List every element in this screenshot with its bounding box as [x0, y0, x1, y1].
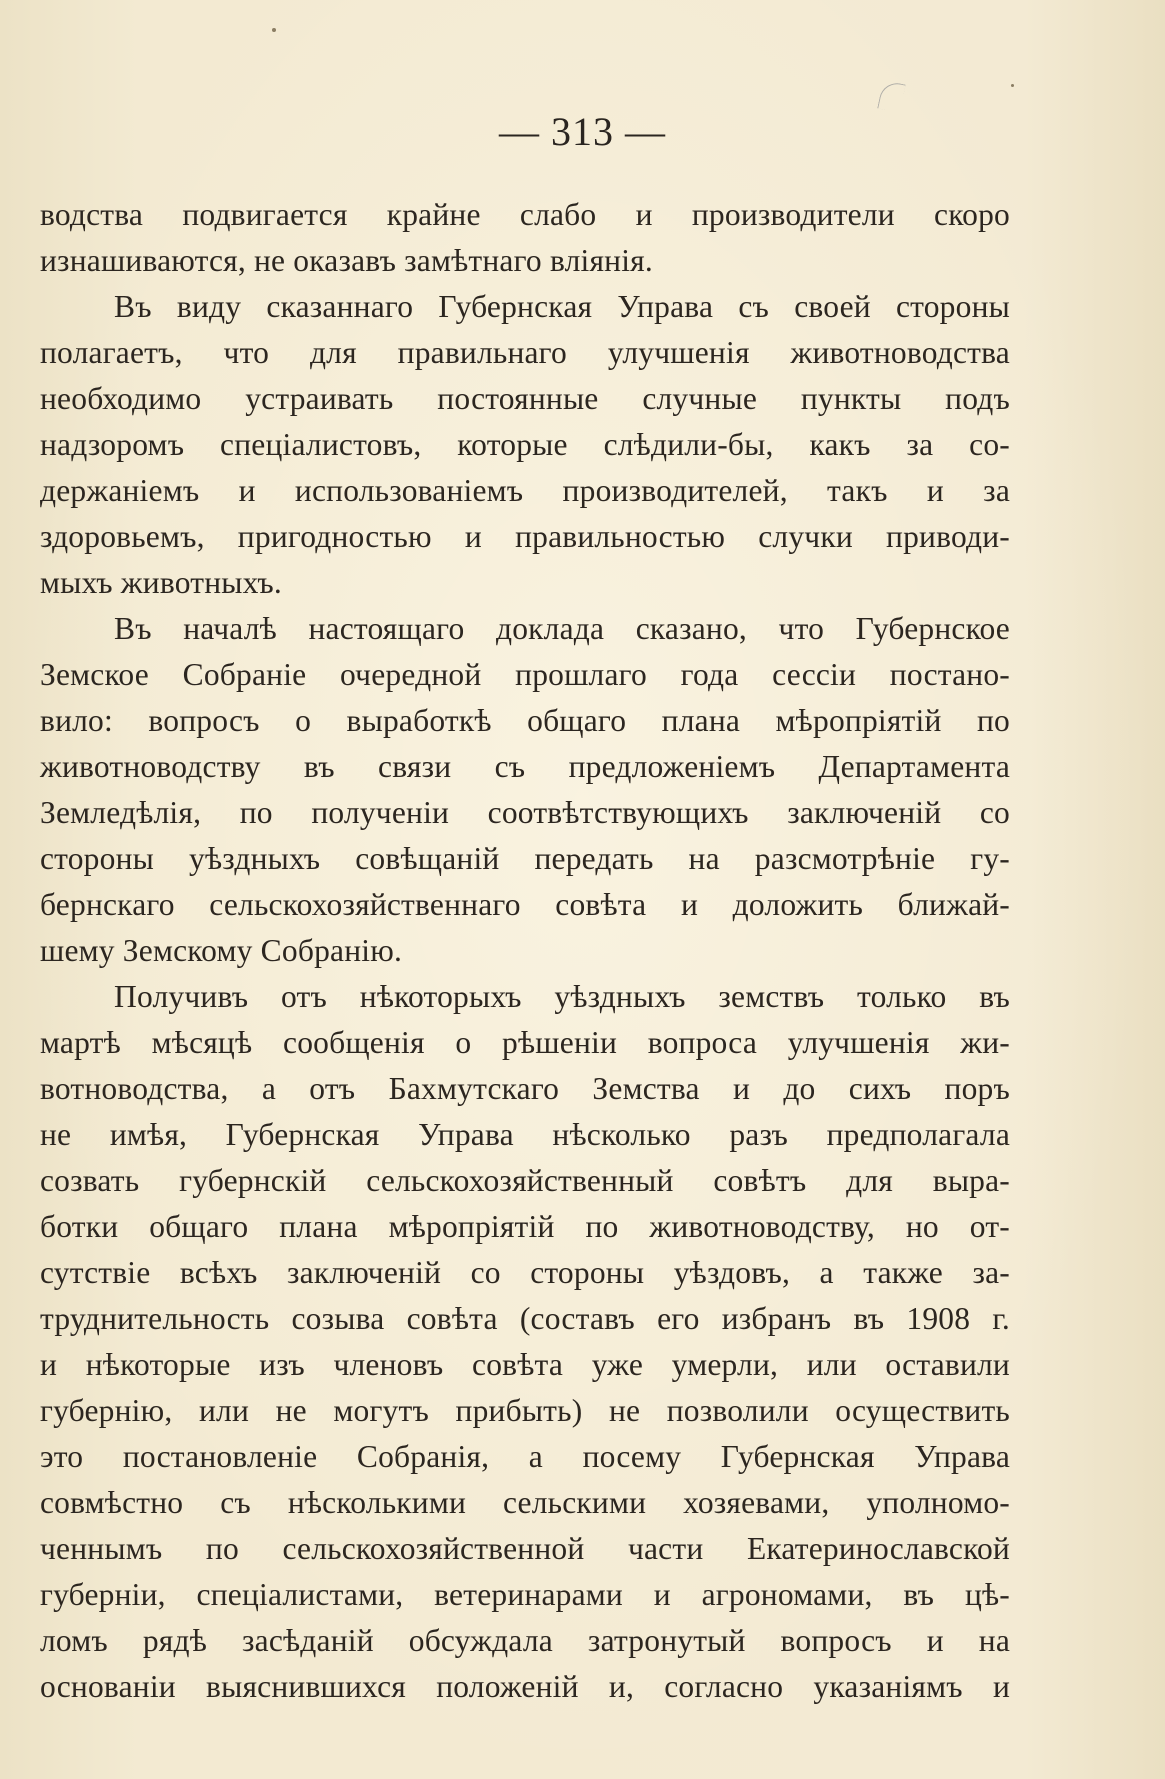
text-line: водства подвигается крайне слабо и производители скоро	[40, 197, 1010, 232]
speck	[1011, 84, 1014, 87]
text-line: мартѣ мѣсяцѣ сообщенія о рѣшеніи вопроса улучшенія жи-	[40, 1025, 1010, 1060]
text-line: бернскаго сельскохозяйственнаго совѣта и доложить ближай-	[40, 887, 1010, 922]
text-line: ботки общаго плана мѣропріятій по животноводству, но от-	[40, 1209, 1010, 1244]
text-line: Получивъ отъ нѣкоторыхъ уѣздныхъ земствъ только въ	[114, 979, 1010, 1014]
text-line: губерніи, спеціалистами, ветеринарами и агрономами, въ цѣ-	[40, 1577, 1010, 1612]
text-line: Земледѣлія, по полученіи соотвѣтствующихъ заключеній со	[40, 795, 1010, 830]
text-line: ломъ рядѣ засѣданій обсуждала затронутый вопросъ и на	[40, 1623, 1010, 1658]
text-line: необходимо устраивать постоянные случные пункты подъ	[40, 381, 1010, 416]
text-line: здоровьемъ, пригодностью и правильностью случки приводи-	[40, 519, 1010, 554]
text-line: Земское Собраніе очередной прошлаго года сессіи постано-	[40, 657, 1010, 692]
paragraph	[40, 606, 1010, 974]
text-line: это постановленіе Собранія, а посему Губернская Управа	[40, 1439, 1010, 1474]
text-line: и нѣкоторые изъ членовъ совѣта уже умерли, или оставили	[40, 1347, 1010, 1382]
text-line: животноводству въ связи съ предложеніемъ Департамента	[40, 749, 1010, 784]
text-line: мыхъ животныхъ.	[40, 565, 282, 600]
text-line: Въ началѣ настоящаго доклада сказано, что Губернское	[114, 611, 1010, 646]
text-line: не имѣя, Губернская Управа нѣсколько разъ предполагала	[40, 1117, 1010, 1152]
page-number: — 313 —	[499, 109, 666, 154]
text-line: ченнымъ по сельскохозяйственной части Екатеринославской	[40, 1531, 1010, 1566]
text-line: полагаетъ, что для правильнаго улучшенія животноводства	[40, 335, 1010, 370]
body-text	[40, 192, 1010, 1710]
speck	[272, 28, 276, 32]
text-line: Въ виду сказаннаго Губернская Управа съ своей стороны	[114, 289, 1010, 324]
paragraph	[40, 974, 1010, 1710]
text-line: изнашиваются, не оказавъ замѣтнаго вліянія.	[40, 243, 653, 278]
text-line: основаніи выяснившихся положеній и, согласно указаніямъ и	[40, 1669, 1010, 1704]
text-line: шему Земскому Собранію.	[40, 933, 403, 968]
text-line: созвать губернскій сельскохозяйственный совѣтъ для выра-	[40, 1163, 1010, 1198]
text-line: вило: вопросъ о выработкѣ общаго плана мѣропріятій по	[40, 703, 1010, 738]
paragraph	[40, 284, 1010, 606]
text-line: совмѣстно съ нѣсколькими сельскими хозяевами, уполномо-	[40, 1485, 1010, 1520]
text-line: труднительность созыва совѣта (составъ его избранъ въ 1908 г.	[40, 1301, 1010, 1336]
text-line: стороны уѣздныхъ совѣщаній передать на разсмотрѣніе гу-	[40, 841, 1010, 876]
paragraph	[40, 192, 1010, 284]
text-line: вотноводства, а отъ Бахмутскаго Земства и до сихъ поръ	[40, 1071, 1010, 1106]
text-line: сутствіе всѣхъ заключеній со стороны уѣздовъ, а также за-	[40, 1255, 1010, 1290]
text-line: губернію, или не могутъ прибыть) не позволили осуществить	[40, 1393, 1010, 1428]
text-line: держаніемъ и использованіемъ производителей, такъ и за	[40, 473, 1010, 508]
text-line: надзоромъ спеціалистовъ, которые слѣдили-бы, какъ за со-	[40, 427, 1010, 462]
